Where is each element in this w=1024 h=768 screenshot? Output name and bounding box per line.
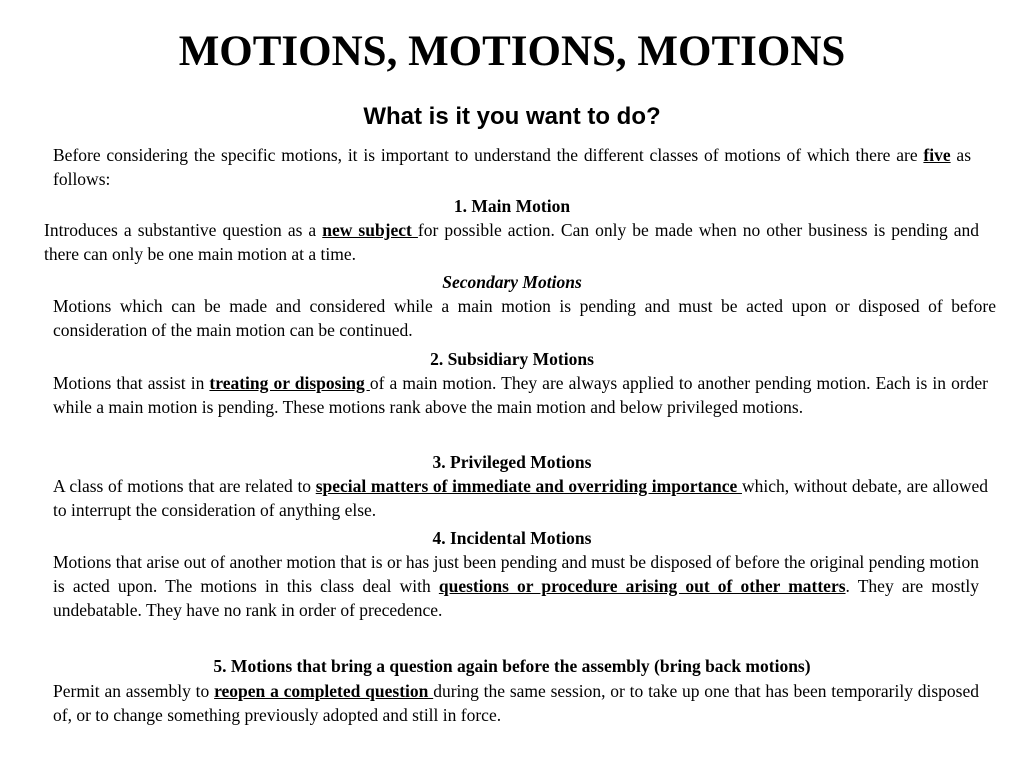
privileged-text-pre: A class of motions that are related to <box>53 476 316 496</box>
privileged-motions-description <box>53 474 988 522</box>
incidental-text-pre: Motions that arise out of another motion that is or has just been pending and must be disposed of before the original pending motion is acted upon. The motions in this class deal with <box>53 552 979 596</box>
main-motion-emphasis: new subject <box>322 220 418 240</box>
main-motion-text-post: for possible action. Can only be made when no other business is pending and there can only be one main motion at a time. <box>44 220 979 264</box>
secondary-motions-heading: Secondary Motions <box>442 272 582 292</box>
main-motion-heading: 1. Main Motion <box>453 196 571 216</box>
intro-emphasis: five <box>923 145 951 165</box>
incidental-motions-heading: 4. Incidental Motions <box>432 528 592 548</box>
privileged-emphasis: special matters of immediate and overriding importance <box>315 476 742 496</box>
intro-text-pre: Before considering the specific motions, it is important to understand the different classes of motions of which there are <box>53 145 924 165</box>
subsidiary-motions-description <box>53 371 988 419</box>
bring-back-text-post: during the same session, or to take up one that has been temporarily disposed of, or to change something previously adopted and still in force. <box>53 681 979 725</box>
privileged-text-post: which, without debate, are allowed to interrupt the consideration of anything else. <box>53 476 988 520</box>
bring-back-motions-description <box>53 679 979 727</box>
bring-back-emphasis: reopen a completed question <box>214 681 434 701</box>
main-motion-text-pre: Introduces a substantive question as a <box>44 220 323 240</box>
page-title: MOTIONS, MOTIONS, MOTIONS <box>178 28 846 75</box>
bring-back-motions-heading: 5. Motions that bring a question again before the assembly (bring back motions) <box>213 656 811 676</box>
incidental-emphasis: questions or procedure arising out of other matters <box>438 576 846 596</box>
main-motion-description <box>44 218 979 266</box>
secondary-motions-description: Motions which can be made and considered while a main motion is pending and must be acted upon or disposed of before consideration of the main motion can be continued. <box>53 296 996 340</box>
incidental-motions-description <box>53 550 979 622</box>
subsidiary-emphasis: treating or disposing <box>209 373 370 393</box>
privileged-motions-heading: 3. Privileged Motions <box>432 452 592 472</box>
intro-paragraph <box>53 143 971 191</box>
bring-back-text-pre: Permit an assembly to <box>53 681 215 701</box>
incidental-text-post: . They are mostly undebatable. They have no rank in order of precedence. <box>53 576 979 620</box>
subsidiary-text-pre: Motions that assist in <box>53 373 210 393</box>
intro-text-post: as follows: <box>53 145 972 189</box>
page-subtitle: What is it you want to do? <box>363 103 661 130</box>
subsidiary-motions-heading: 2. Subsidiary Motions <box>430 349 594 369</box>
subsidiary-text-post: of a main motion. They are always applied to another pending motion. Each is in order while a main motion is pending. These motions rank above the main motion and below privileged motions. <box>53 373 988 417</box>
